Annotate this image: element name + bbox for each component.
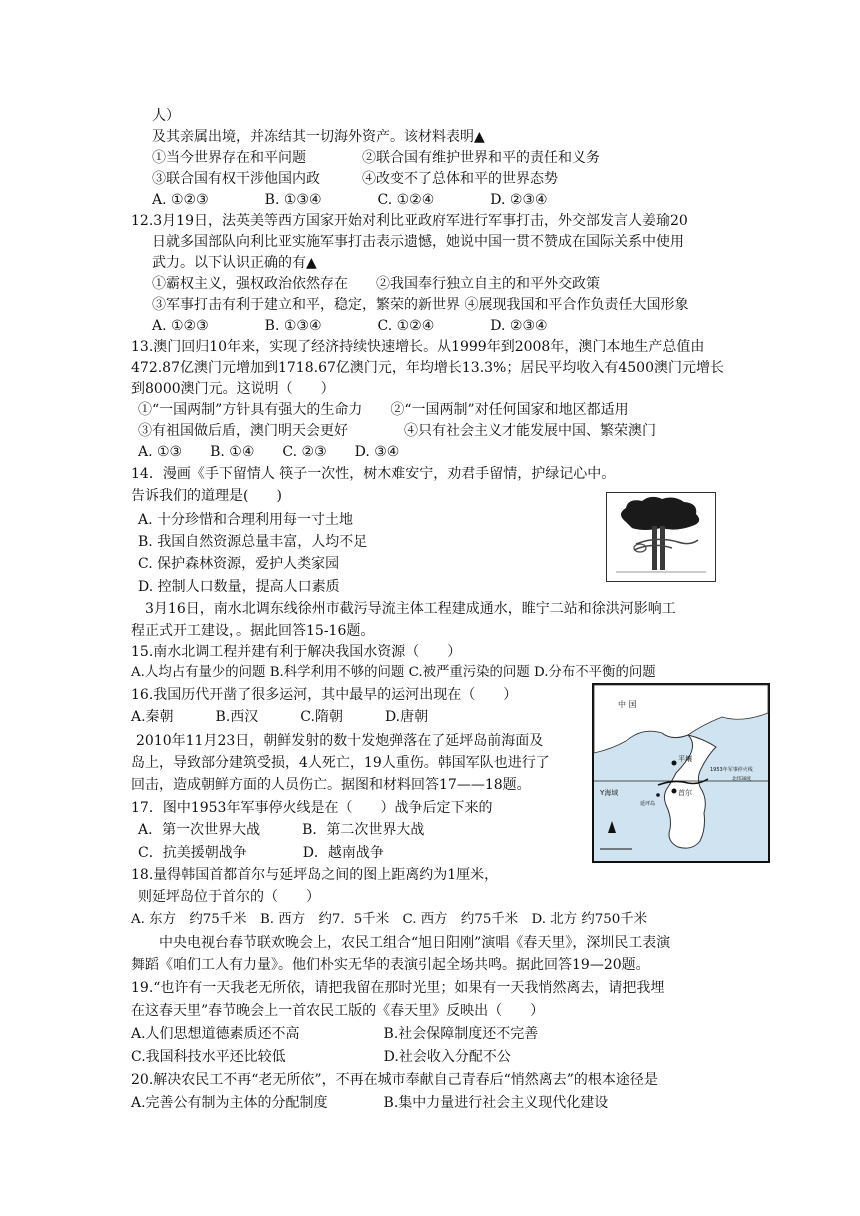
text-line: 14．漫画《手下留情人 筷子一次性，树木难安宁，劝君手留情，护绿记心中。 xyxy=(131,466,616,482)
text-line: D. 控制人口数量，提高人口素质 xyxy=(138,579,340,595)
text-line: A.秦朝 B.西汉 C.隋朝 D.唐朝 xyxy=(131,709,429,725)
label-china: 中 国 xyxy=(618,700,637,709)
text-line: ①当今世界存在和平问题 ②联合国有维护世界和平的责任和义务 xyxy=(152,150,600,166)
text-line: 岛上，导致部分建筑受损，4人死亡，19人重伤。韩国军队也进行了 xyxy=(131,755,550,771)
text-line: 在这春天里”春节晚会上一首农民工版的《春天里》反映出（ ） xyxy=(131,1003,545,1019)
text-line: 中央电视台春节联欢晚会上，农民工组合“旭日阳刚”演唱《春天里》，深圳民工表演 xyxy=(159,935,671,951)
text-line: 3月16日，南水北调东线徐州市截污导流主体工程建成通水，睢宁二站和徐洪河影响工 xyxy=(145,601,676,617)
text-line: A．第一次世界大战 B．第二次世界大战 xyxy=(138,822,425,838)
text-line: 16.我国历代开凿了很多运河，其中最早的运河出现在（ ） xyxy=(131,687,518,703)
text-line: 19.“也许有一天我老无所依，请把我留在那时光里；如果有一天我悄然离去，请把我埋 xyxy=(131,980,665,996)
text-line: A.人均占有量少的问题 B.科学利用不够的问题 C.被严重污染的问题 D.分布不平衡的问题 xyxy=(131,665,656,680)
text-line: 告诉我们的道理是( ) xyxy=(131,488,282,504)
text-line: ①霸权主义，强权政治依然存在 ②我国奉行独立自主的和平外交政策 xyxy=(152,276,600,292)
text-line: 到8000澳门元。这说明（ ） xyxy=(131,381,335,397)
text-line: 17．图中1953年军事停火线是在（ ）战争后定下来的 xyxy=(131,800,493,816)
label-latitude: 北纬38度 xyxy=(732,777,752,782)
text-line: 2010年11月23日，朝鲜发射的数十发炮弹落在了延坪岛前海面及 xyxy=(136,733,544,749)
text-line: 舞蹈《咱们工人有力量》。他们朴实无华的表演引起全场共鸣。据此回答19—20题。 xyxy=(131,957,650,973)
label-pyongyang: 平壤 xyxy=(678,755,692,763)
text-line: C.我国科技水平还比较低 D.社会收入分配不公 xyxy=(131,1049,511,1065)
text-line: 则延坪岛位于首尔的（ ） xyxy=(138,889,320,905)
text-line: A. 十分珍惜和合理利用每一寸土地 xyxy=(138,512,354,528)
text-line: C．抗美援朝战争 D．越南战争 xyxy=(138,845,384,861)
label-yeonpyeong: 延坪岛 xyxy=(640,801,656,807)
text-line: ③有祖国做后盾，澳门明天会更好 ④只有社会主义才能发展中国、繁荣澳门 xyxy=(138,423,656,439)
text-line: A. ①③ B. ①④ C. ②③ D. ③④ xyxy=(138,444,400,460)
text-line: 程正式开工建设，。据此回答15-16题。 xyxy=(131,623,375,639)
korea-map xyxy=(592,683,770,863)
text-line: 武力。以下认识正确的有▲ xyxy=(152,255,317,271)
text-line: A. ①②③ B. ①③④ C. ①②④ D. ②③④ xyxy=(152,318,548,334)
text-line: 回击，造成朝鲜方面的人员伤亡。据图和材料回答17——18题。 xyxy=(131,777,531,793)
text-line: 人） xyxy=(152,108,180,124)
text-line: A. ①②③ B. ①③④ C. ①②④ D. ②③④ xyxy=(152,192,548,208)
text-line: B. 我国自然资源总量丰富，人均不足 xyxy=(138,534,368,550)
text-line: 日就多国部队向利比亚实施军事打击表示遗憾，她说中国一贯不赞成在国际关系中使用 xyxy=(152,234,684,250)
text-line: 13.澳门回归10年来，实现了经济持续快速增长。从1999年到2008年，澳门本地生产总值由 xyxy=(131,339,705,355)
text-line: 472.87亿澳门元增加到1718.67亿澳门元，年均增长13.3%；居民平均收入有4500澳门元增长 xyxy=(131,360,724,376)
text-line: ①“一国两制”方针具有强大的生命力 ②“一国两制”对任何国家和地区都适用 xyxy=(138,402,629,418)
text-line: A.人们思想道德素质还不高 B.社会保障制度还不完善 xyxy=(131,1026,539,1042)
text-line: 12.3月19日，法英美等西方国家开始对利比亚政府军进行军事打击，外交部发言人姜瑜20 xyxy=(131,213,688,229)
label-armistice-line: 1953年军事停火线 xyxy=(710,767,753,773)
text-line: A. 东方 约75千米 B. 西方 约7．5千米 C. 西方 约75千米 D. 北方 约750千米 xyxy=(131,912,648,927)
text-line: 及其亲属出境，并冻结其一切海外资产。该材料表明▲ xyxy=(152,129,485,145)
label-seoul: 首尔 xyxy=(678,789,692,797)
cartoon-chopstick-tree xyxy=(606,492,716,582)
text-line: ③军事打击有利于建立和平，稳定，繁荣的新世界 ④展现我国和平合作负责任大国形象 xyxy=(152,297,689,313)
text-line: 18.量得韩国首都首尔与延坪岛之间的图上距离约为1厘米， xyxy=(131,867,499,883)
text-line: ③联合国有权干涉他国内政 ④改变不了总体和平的世界态势 xyxy=(152,171,558,187)
text-line: 15.南水北调工程并建有利于解决我国水资源（ ） xyxy=(131,644,462,660)
label-yellow-sea: Y海域 xyxy=(600,789,619,797)
text-line: A.完善公有制为主体的分配制度 B.集中力量进行社会主义现代化建设 xyxy=(131,1095,609,1111)
text-line: 20.解决农民工不再“老无所依”，不再在城市奉献自己青春后“悄然离去”的根本途径是 xyxy=(131,1072,658,1088)
text-line: C. 保护森林资源，爱护人类家园 xyxy=(138,556,340,572)
